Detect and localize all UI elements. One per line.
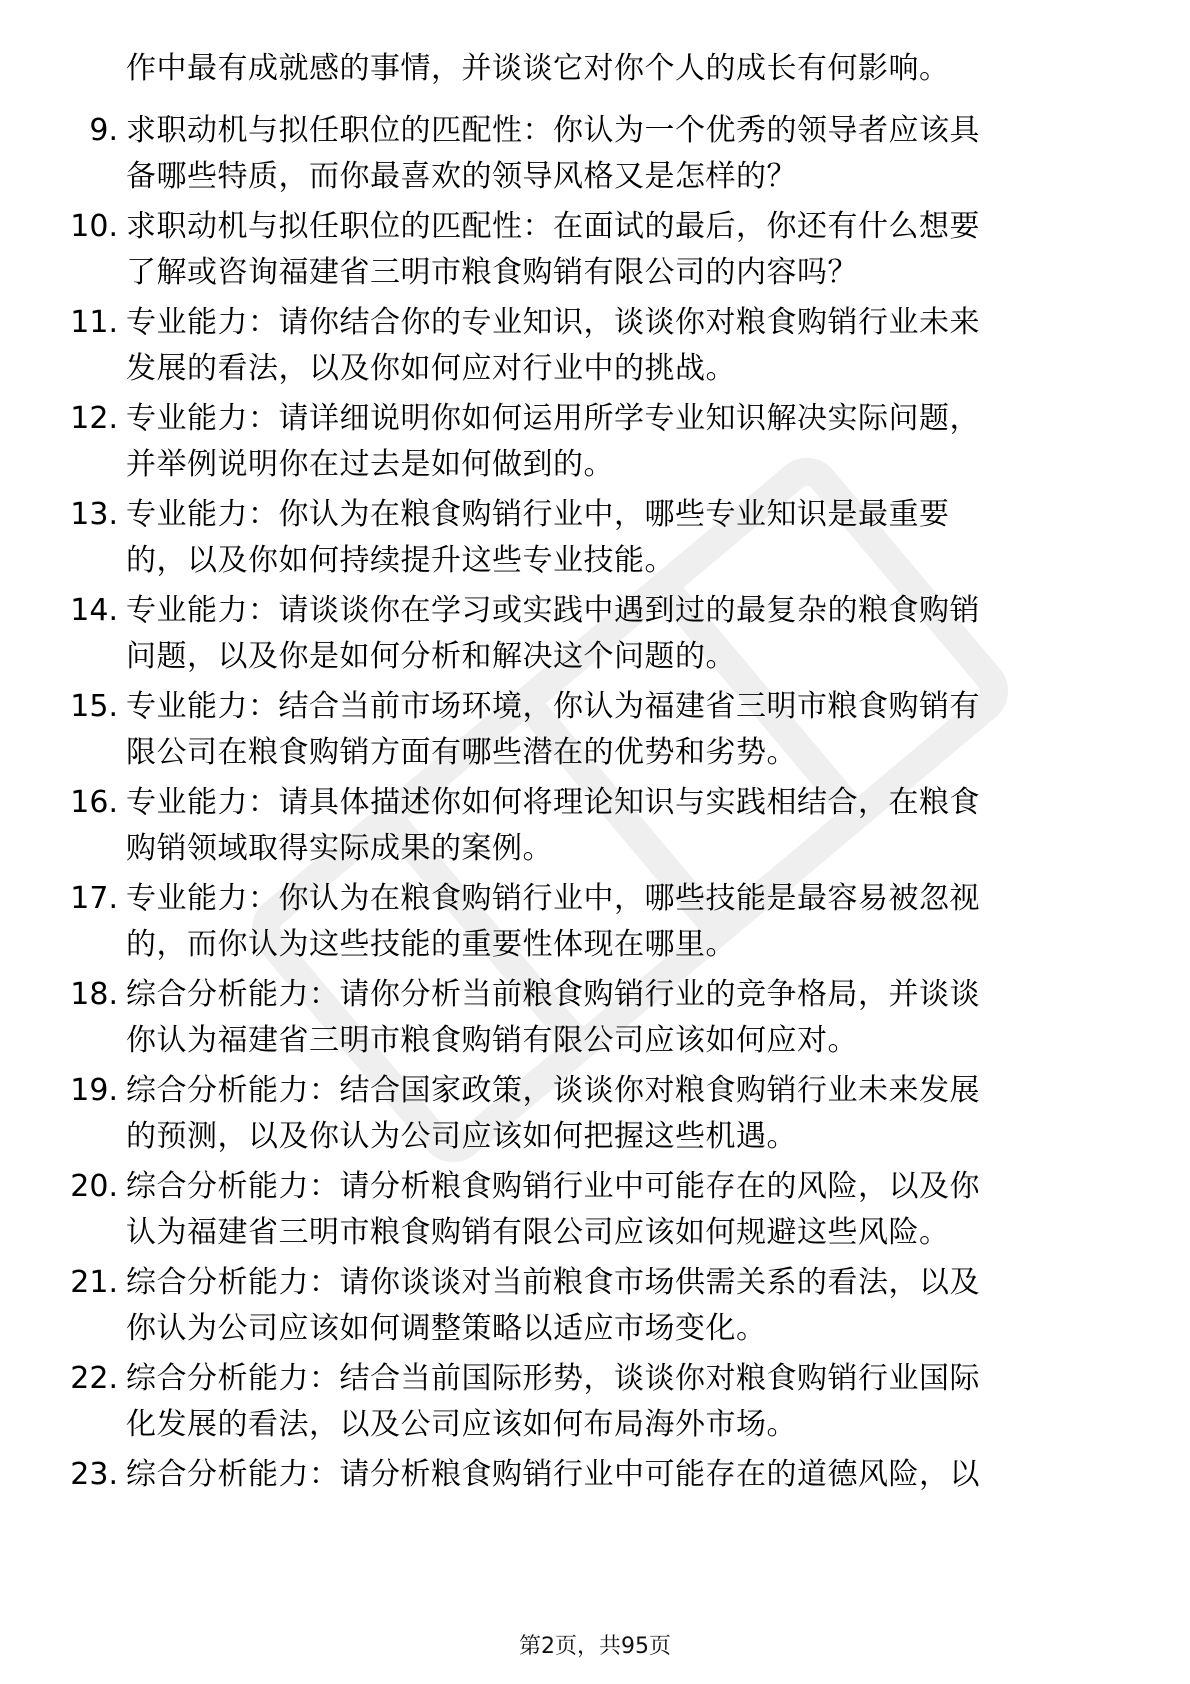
- question-line: 了解或咨询福建省三明市粮食购销有限公司的内容吗？: [126, 255, 858, 290]
- page-footer: 第2页，共95页: [519, 1634, 671, 1659]
- question-line: 问题，以及你是如何分析和解决这个问题的。: [126, 639, 736, 674]
- question-line: 并举例说明你在过去是如何做到的。: [126, 447, 614, 482]
- continuation-text: 作中最有成就感的事情，并谈谈它对你个人的成长有何影响。: [126, 51, 950, 86]
- question-line: 专业能力：请你结合你的专业知识，谈谈你对粮食购销行业未来: [126, 305, 980, 340]
- question-line: 求职动机与拟任职位的匹配性：在面试的最后，你还有什么想要: [126, 209, 980, 244]
- question-line: 的预测，以及你认为公司应该如何把握这些机遇。: [126, 1119, 797, 1154]
- question-text: [126, 108, 1116, 200]
- question-number: 13.: [70, 497, 118, 532]
- question-number: 16.: [70, 785, 118, 820]
- question-line: 专业能力：请谈谈你在学习或实践中遇到过的最复杂的粮食购销: [126, 593, 980, 628]
- question-number: 15.: [70, 689, 118, 724]
- question-text: [126, 1068, 1116, 1160]
- list-item: [0, 876, 1190, 972]
- question-number: 12.: [70, 401, 118, 436]
- question-line: 专业能力：你认为在粮食购销行业中，哪些专业知识是最重要: [126, 497, 950, 532]
- question-number: 11.: [70, 305, 118, 340]
- question-text: [126, 876, 1116, 968]
- list-item: [0, 684, 1190, 780]
- question-number: 17.: [70, 881, 118, 916]
- list-item: [0, 396, 1190, 492]
- question-line: 综合分析能力：请你谈谈对当前粮食市场供需关系的看法，以及: [126, 1265, 980, 1300]
- question-line: 限公司在粮食购销方面有哪些潜在的优势和劣势。: [126, 735, 797, 770]
- list-item: [0, 492, 1190, 588]
- question-number: 18.: [70, 977, 118, 1012]
- list-item: [0, 1452, 1190, 1548]
- list-item: [0, 1260, 1190, 1356]
- list-item: [0, 1164, 1190, 1260]
- question-line: 发展的看法，以及你如何应对行业中的挑战。: [126, 351, 736, 386]
- question-line: 专业能力：请具体描述你如何将理论知识与实践相结合，在粮食: [126, 785, 980, 820]
- question-text: [126, 684, 1116, 776]
- list-item: [0, 1356, 1190, 1452]
- question-line: 求职动机与拟任职位的匹配性：你认为一个优秀的领导者应该具: [126, 113, 980, 148]
- question-text: [126, 1452, 1116, 1498]
- list-item: [0, 972, 1190, 1068]
- question-text: [126, 492, 1116, 584]
- question-line: 认为福建省三明市粮食购销有限公司应该如何规避这些风险。: [126, 1215, 950, 1250]
- question-number: 14.: [70, 593, 118, 628]
- question-text: [126, 1356, 1116, 1448]
- question-text: [126, 1164, 1116, 1256]
- question-line: 你认为福建省三明市粮食购销有限公司应该如何应对。: [126, 1023, 858, 1058]
- question-number: 19.: [70, 1073, 118, 1108]
- question-number: 10.: [70, 209, 118, 244]
- question-text: [126, 300, 1116, 392]
- question-number: 22.: [70, 1361, 118, 1396]
- question-number: 9.: [89, 113, 118, 148]
- question-line: 购销领域取得实际成果的案例。: [126, 831, 553, 866]
- list-item: [0, 588, 1190, 684]
- question-line: 综合分析能力：请分析粮食购销行业中可能存在的风险，以及你: [126, 1169, 980, 1204]
- question-line: 综合分析能力：结合国家政策，谈谈你对粮食购销行业未来发展: [126, 1073, 980, 1108]
- question-line: 化发展的看法，以及公司应该如何布局海外市场。: [126, 1407, 797, 1442]
- question-line: 专业能力：你认为在粮食购销行业中，哪些技能是最容易被忽视: [126, 881, 980, 916]
- question-line: 你认为公司应该如何调整策略以适应市场变化。: [126, 1311, 767, 1346]
- question-number: 23.: [70, 1457, 118, 1492]
- question-text: [126, 204, 1116, 296]
- question-text: [126, 588, 1116, 680]
- question-line: 的，而你认为这些技能的重要性体现在哪里。: [126, 927, 736, 962]
- list-item: [0, 780, 1190, 876]
- question-line: 综合分析能力：结合当前国际形势，谈谈你对粮食购销行业国际: [126, 1361, 980, 1396]
- question-line: 专业能力：结合当前市场环境，你认为福建省三明市粮食购销有: [126, 689, 980, 724]
- question-text: [126, 1260, 1116, 1352]
- question-list: [0, 108, 1190, 1548]
- list-item: [0, 1068, 1190, 1164]
- list-item: [0, 300, 1190, 396]
- question-line: 的，以及你如何持续提升这些专业技能。: [126, 543, 675, 578]
- question-line: 专业能力：请详细说明你如何运用所学专业知识解决实际问题，: [126, 401, 980, 436]
- list-item: [0, 204, 1190, 300]
- question-line: 备哪些特质，而你最喜欢的领导风格又是怎样的？: [126, 159, 797, 194]
- question-number: 21.: [70, 1265, 118, 1300]
- question-line: 综合分析能力：请分析粮食购销行业中可能存在的道德风险，以: [126, 1457, 980, 1492]
- list-item: [0, 108, 1190, 204]
- question-text: [126, 780, 1116, 872]
- question-text: [126, 972, 1116, 1064]
- question-number: 20.: [70, 1169, 118, 1204]
- question-text: [126, 396, 1116, 488]
- question-line: 综合分析能力：请你分析当前粮食购销行业的竞争格局，并谈谈: [126, 977, 980, 1012]
